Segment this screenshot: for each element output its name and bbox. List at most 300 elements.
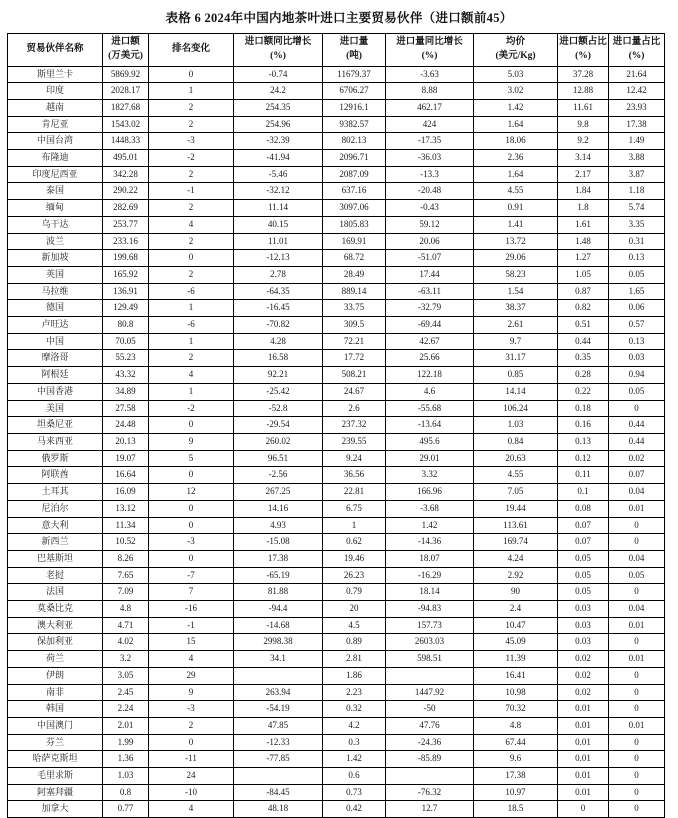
value-cell: 0.73: [323, 784, 386, 801]
value-cell: 0.07: [558, 534, 609, 551]
partner-name-cell: 缅甸: [8, 200, 103, 217]
column-unit: (%): [628, 50, 645, 61]
value-cell: 0: [609, 584, 665, 601]
value-cell: 7.09: [103, 584, 149, 601]
value-cell: 4: [149, 367, 234, 384]
value-cell: 253.77: [103, 216, 149, 233]
value-cell: 0: [609, 734, 665, 751]
value-cell: 0.03: [558, 634, 609, 651]
value-cell: 2.78: [234, 266, 323, 283]
value-cell: -14.36: [386, 534, 474, 551]
value-cell: 598.51: [386, 651, 474, 668]
value-cell: 309.5: [323, 317, 386, 334]
value-cell: 2028.17: [103, 83, 149, 100]
partner-name-cell: 德国: [8, 300, 103, 317]
column-header-7: [558, 34, 609, 67]
value-cell: 0.13: [609, 250, 665, 267]
value-cell: 1447.92: [386, 684, 474, 701]
value-cell: -69.44: [386, 317, 474, 334]
value-cell: 0: [609, 534, 665, 551]
partner-name-cell: 中国香港: [8, 383, 103, 400]
column-unit: (%): [270, 50, 286, 61]
table-row: [8, 517, 665, 534]
value-cell: 47.85: [234, 717, 323, 734]
column-header-2: [149, 34, 234, 67]
value-cell: -29.54: [234, 417, 323, 434]
value-cell: 6.75: [323, 500, 386, 517]
value-cell: 11.01: [234, 233, 323, 250]
value-cell: 0.13: [609, 333, 665, 350]
value-cell: 72.21: [323, 333, 386, 350]
table-row: [8, 400, 665, 417]
value-cell: 0: [149, 417, 234, 434]
value-cell: 0.04: [609, 484, 665, 501]
value-cell: 34.1: [234, 651, 323, 668]
table-row: [8, 768, 665, 785]
value-cell: -51.07: [386, 250, 474, 267]
table-row: [8, 183, 665, 200]
value-cell: 0: [149, 66, 234, 83]
value-cell: 2.61: [474, 317, 558, 334]
value-cell: 0: [609, 801, 665, 818]
value-cell: 0.07: [558, 517, 609, 534]
value-cell: 0.11: [558, 467, 609, 484]
column-header-0: [8, 34, 103, 67]
value-cell: 17.72: [323, 350, 386, 367]
column-label: 进口量同比增长: [396, 37, 463, 47]
value-cell: 59.12: [386, 216, 474, 233]
value-cell: 282.69: [103, 200, 149, 217]
value-cell: 1.49: [609, 133, 665, 150]
partner-name-cell: 法国: [8, 584, 103, 601]
value-cell: 166.96: [386, 484, 474, 501]
value-cell: 13.72: [474, 233, 558, 250]
value-cell: -3: [149, 534, 234, 551]
value-cell: 10.47: [474, 617, 558, 634]
value-cell: 9: [149, 434, 234, 451]
value-cell: -70.82: [234, 317, 323, 334]
value-cell: -12.13: [234, 250, 323, 267]
value-cell: 3.32: [386, 467, 474, 484]
value-cell: 263.94: [234, 684, 323, 701]
value-cell: -94.83: [386, 601, 474, 618]
value-cell: 199.68: [103, 250, 149, 267]
value-cell: -13.64: [386, 417, 474, 434]
table-row: [8, 250, 665, 267]
table-row: [8, 751, 665, 768]
value-cell: 24.2: [234, 83, 323, 100]
value-cell: -0.43: [386, 200, 474, 217]
value-cell: 0.12: [558, 450, 609, 467]
value-cell: 3.02: [474, 83, 558, 100]
value-cell: 424: [386, 116, 474, 133]
value-cell: -50: [386, 701, 474, 718]
value-cell: 0.04: [609, 550, 665, 567]
value-cell: 9.2: [558, 133, 609, 150]
value-cell: 0.01: [609, 651, 665, 668]
table-row: [8, 484, 665, 501]
partner-name-cell: 马拉维: [8, 283, 103, 300]
value-cell: 0.8: [103, 784, 149, 801]
value-cell: 1.64: [474, 116, 558, 133]
value-cell: 0.62: [323, 534, 386, 551]
partner-name-cell: 布隆迪: [8, 150, 103, 167]
value-cell: 0.01: [558, 717, 609, 734]
value-cell: 0.04: [609, 601, 665, 618]
table-row: [8, 66, 665, 83]
partner-name-cell: 肯尼亚: [8, 116, 103, 133]
value-cell: -41.94: [234, 150, 323, 167]
value-cell: 1: [149, 83, 234, 100]
value-cell: 0.82: [558, 300, 609, 317]
value-cell: 267.25: [234, 484, 323, 501]
column-label: 进口额同比增长: [244, 37, 312, 47]
value-cell: 0.03: [609, 350, 665, 367]
value-cell: -10: [149, 784, 234, 801]
table-header: [8, 34, 665, 67]
partner-name-cell: 印度: [8, 83, 103, 100]
value-cell: 5: [149, 450, 234, 467]
value-cell: 4: [149, 801, 234, 818]
value-cell: 0: [609, 684, 665, 701]
partner-name-cell: 尼泊尔: [8, 500, 103, 517]
partner-name-cell: 荷兰: [8, 651, 103, 668]
value-cell: 29.06: [474, 250, 558, 267]
value-cell: 11679.37: [323, 66, 386, 83]
column-unit: (万美元): [108, 50, 143, 61]
value-cell: 92.21: [234, 367, 323, 384]
value-cell: 0.05: [609, 266, 665, 283]
value-cell: 45.09: [474, 634, 558, 651]
column-label: 进口量占比: [612, 37, 661, 47]
table-row: [8, 450, 665, 467]
value-cell: 10.98: [474, 684, 558, 701]
partner-name-cell: 加拿大: [8, 801, 103, 818]
value-cell: 0.42: [323, 801, 386, 818]
value-cell: 14.16: [234, 500, 323, 517]
partner-name-cell: 莫桑比克: [8, 601, 103, 618]
value-cell: -1: [149, 617, 234, 634]
value-cell: -7: [149, 567, 234, 584]
value-cell: 2.01: [103, 717, 149, 734]
value-cell: 136.91: [103, 283, 149, 300]
value-cell: 55.23: [103, 350, 149, 367]
value-cell: [386, 667, 474, 684]
value-cell: 0: [609, 634, 665, 651]
value-cell: 4.2: [323, 717, 386, 734]
value-cell: 19.07: [103, 450, 149, 467]
value-cell: 2087.09: [323, 166, 386, 183]
value-cell: 157.73: [386, 617, 474, 634]
value-cell: -84.45: [234, 784, 323, 801]
value-cell: 2.6: [323, 400, 386, 417]
value-cell: 18.5: [474, 801, 558, 818]
value-cell: -76.32: [386, 784, 474, 801]
table-row: [8, 500, 665, 517]
value-cell: 1.36: [103, 751, 149, 768]
value-cell: 0: [609, 667, 665, 684]
value-cell: 4.6: [386, 383, 474, 400]
partner-name-cell: 新西兰: [8, 534, 103, 551]
value-cell: 2.45: [103, 684, 149, 701]
table-row: [8, 651, 665, 668]
value-cell: 11.61: [558, 99, 609, 116]
partner-name-cell: 阿联酋: [8, 467, 103, 484]
table-row: [8, 333, 665, 350]
value-cell: 80.8: [103, 317, 149, 334]
value-cell: 0: [149, 467, 234, 484]
value-cell: 1805.83: [323, 216, 386, 233]
value-cell: 20.63: [474, 450, 558, 467]
partner-name-cell: 泰国: [8, 183, 103, 200]
table-row: [8, 584, 665, 601]
table-row: [8, 467, 665, 484]
partner-name-cell: 伊朗: [8, 667, 103, 684]
value-cell: 27.58: [103, 400, 149, 417]
partner-name-cell: 土耳其: [8, 484, 103, 501]
value-cell: 1.54: [474, 283, 558, 300]
value-cell: 0.94: [609, 367, 665, 384]
value-cell: 2: [149, 717, 234, 734]
value-cell: 0.05: [609, 567, 665, 584]
value-cell: 40.15: [234, 216, 323, 233]
value-cell: 2: [149, 266, 234, 283]
value-cell: 37.28: [558, 66, 609, 83]
value-cell: 6706.27: [323, 83, 386, 100]
table-row: [8, 116, 665, 133]
value-cell: 29: [149, 667, 234, 684]
value-cell: 28.49: [323, 266, 386, 283]
value-cell: 7: [149, 584, 234, 601]
value-cell: 1827.68: [103, 99, 149, 116]
value-cell: 20: [323, 601, 386, 618]
value-cell: 495.6: [386, 434, 474, 451]
table-row: [8, 150, 665, 167]
value-cell: 2.23: [323, 684, 386, 701]
value-cell: 1.03: [103, 768, 149, 785]
value-cell: 17.38: [609, 116, 665, 133]
value-cell: 1448.33: [103, 133, 149, 150]
table-row: [8, 801, 665, 818]
value-cell: 17.38: [474, 768, 558, 785]
column-label: 贸易伙伴名称: [26, 43, 84, 54]
value-cell: 237.32: [323, 417, 386, 434]
partner-name-cell: 摩洛哥: [8, 350, 103, 367]
value-cell: -20.48: [386, 183, 474, 200]
table-row: [8, 233, 665, 250]
value-cell: -17.35: [386, 133, 474, 150]
value-cell: -6: [149, 283, 234, 300]
value-cell: 1.61: [558, 216, 609, 233]
table-row: [8, 99, 665, 116]
value-cell: 462.17: [386, 99, 474, 116]
value-cell: 0.89: [323, 634, 386, 651]
value-cell: 0: [149, 734, 234, 751]
column-unit: (%): [575, 50, 591, 61]
value-cell: 21.64: [609, 66, 665, 83]
value-cell: 4.24: [474, 550, 558, 567]
value-cell: -54.19: [234, 701, 323, 718]
partner-name-cell: 坦桑尼亚: [8, 417, 103, 434]
value-cell: 17.38: [234, 550, 323, 567]
value-cell: 48.18: [234, 801, 323, 818]
value-cell: 508.21: [323, 367, 386, 384]
value-cell: -1: [149, 183, 234, 200]
value-cell: 34.89: [103, 383, 149, 400]
value-cell: 33.75: [323, 300, 386, 317]
value-cell: 0: [609, 517, 665, 534]
value-cell: 0.05: [558, 584, 609, 601]
value-cell: -16.29: [386, 567, 474, 584]
value-cell: 38.37: [474, 300, 558, 317]
partner-name-cell: 英国: [8, 266, 103, 283]
value-cell: -14.68: [234, 617, 323, 634]
value-cell: -2: [149, 150, 234, 167]
value-cell: 20.13: [103, 434, 149, 451]
value-cell: 31.17: [474, 350, 558, 367]
value-cell: 0.79: [323, 584, 386, 601]
table-row: [8, 567, 665, 584]
value-cell: 0.13: [558, 434, 609, 451]
value-cell: 4: [149, 651, 234, 668]
value-cell: 9.6: [474, 751, 558, 768]
partner-name-cell: 印度尼西亚: [8, 166, 103, 183]
value-cell: 0: [558, 801, 609, 818]
value-cell: -94.4: [234, 601, 323, 618]
value-cell: 12.7: [386, 801, 474, 818]
value-cell: 25.66: [386, 350, 474, 367]
value-cell: 7.65: [103, 567, 149, 584]
partner-name-cell: 毛里求斯: [8, 768, 103, 785]
partner-name-cell: 阿根廷: [8, 367, 103, 384]
table-row: [8, 684, 665, 701]
value-cell: -24.36: [386, 734, 474, 751]
value-cell: 23.93: [609, 99, 665, 116]
import-partners-table: [7, 33, 665, 818]
value-cell: 2.17: [558, 166, 609, 183]
value-cell: 0.3: [323, 734, 386, 751]
value-cell: 4.8: [103, 601, 149, 618]
value-cell: -85.89: [386, 751, 474, 768]
partner-name-cell: 芬兰: [8, 734, 103, 751]
value-cell: 4.71: [103, 617, 149, 634]
value-cell: 0.03: [558, 617, 609, 634]
value-cell: 58.23: [474, 266, 558, 283]
value-cell: -55.68: [386, 400, 474, 417]
value-cell: 169.91: [323, 233, 386, 250]
value-cell: 67.44: [474, 734, 558, 751]
value-cell: -32.12: [234, 183, 323, 200]
value-cell: 1: [149, 333, 234, 350]
value-cell: 1.42: [474, 99, 558, 116]
value-cell: 47.76: [386, 717, 474, 734]
table-row: [8, 166, 665, 183]
value-cell: 0.01: [558, 751, 609, 768]
value-cell: 1.42: [323, 751, 386, 768]
value-cell: 0.08: [558, 500, 609, 517]
value-cell: 1543.02: [103, 116, 149, 133]
table-row: [8, 367, 665, 384]
partner-name-cell: 马来西亚: [8, 434, 103, 451]
value-cell: 0.01: [558, 701, 609, 718]
value-cell: -52.8: [234, 400, 323, 417]
table-row: [8, 734, 665, 751]
value-cell: 1.64: [474, 166, 558, 183]
partner-name-cell: 阿塞拜疆: [8, 784, 103, 801]
value-cell: 0: [609, 784, 665, 801]
value-cell: 2: [149, 116, 234, 133]
value-cell: -32.79: [386, 300, 474, 317]
value-cell: -64.35: [234, 283, 323, 300]
column-header-4: [323, 34, 386, 67]
table-row: [8, 701, 665, 718]
value-cell: 10.97: [474, 784, 558, 801]
value-cell: 24: [149, 768, 234, 785]
value-cell: 7.05: [474, 484, 558, 501]
value-cell: -0.74: [234, 66, 323, 83]
value-cell: 165.92: [103, 266, 149, 283]
partner-name-cell: 南非: [8, 684, 103, 701]
value-cell: 0: [609, 701, 665, 718]
value-cell: 0.01: [609, 500, 665, 517]
value-cell: 0.03: [558, 601, 609, 618]
value-cell: 1.27: [558, 250, 609, 267]
value-cell: -36.03: [386, 150, 474, 167]
value-cell: 4.28: [234, 333, 323, 350]
value-cell: 13.12: [103, 500, 149, 517]
partner-name-cell: 意大利: [8, 517, 103, 534]
value-cell: 5.03: [474, 66, 558, 83]
value-cell: 29.01: [386, 450, 474, 467]
value-cell: 1.86: [323, 667, 386, 684]
value-cell: 16.41: [474, 667, 558, 684]
value-cell: -6: [149, 317, 234, 334]
partner-name-cell: 老挝: [8, 567, 103, 584]
column-unit: (美元/Kg): [495, 50, 536, 61]
value-cell: -11: [149, 751, 234, 768]
value-cell: 0.22: [558, 383, 609, 400]
partner-name-cell: 澳大利亚: [8, 617, 103, 634]
value-cell: 2998.38: [234, 634, 323, 651]
value-cell: 0.05: [558, 550, 609, 567]
value-cell: 3.14: [558, 150, 609, 167]
value-cell: 0: [609, 751, 665, 768]
value-cell: 0.28: [558, 367, 609, 384]
value-cell: 3097.06: [323, 200, 386, 217]
column-header-3: [234, 34, 323, 67]
value-cell: 1.03: [474, 417, 558, 434]
value-cell: 0.85: [474, 367, 558, 384]
value-cell: 0.44: [609, 434, 665, 451]
value-cell: 70.32: [474, 701, 558, 718]
value-cell: 0.57: [609, 317, 665, 334]
value-cell: 2: [149, 200, 234, 217]
value-cell: -15.08: [234, 534, 323, 551]
value-cell: 2: [149, 99, 234, 116]
value-cell: 122.18: [386, 367, 474, 384]
value-cell: 9.8: [558, 116, 609, 133]
value-cell: 0.84: [474, 434, 558, 451]
value-cell: 0.01: [558, 768, 609, 785]
value-cell: 16.58: [234, 350, 323, 367]
table-row: [8, 200, 665, 217]
value-cell: 0: [149, 500, 234, 517]
value-cell: 106.24: [474, 400, 558, 417]
value-cell: 24.67: [323, 383, 386, 400]
value-cell: 8.26: [103, 550, 149, 567]
value-cell: 3.2: [103, 651, 149, 668]
value-cell: 12.88: [558, 83, 609, 100]
